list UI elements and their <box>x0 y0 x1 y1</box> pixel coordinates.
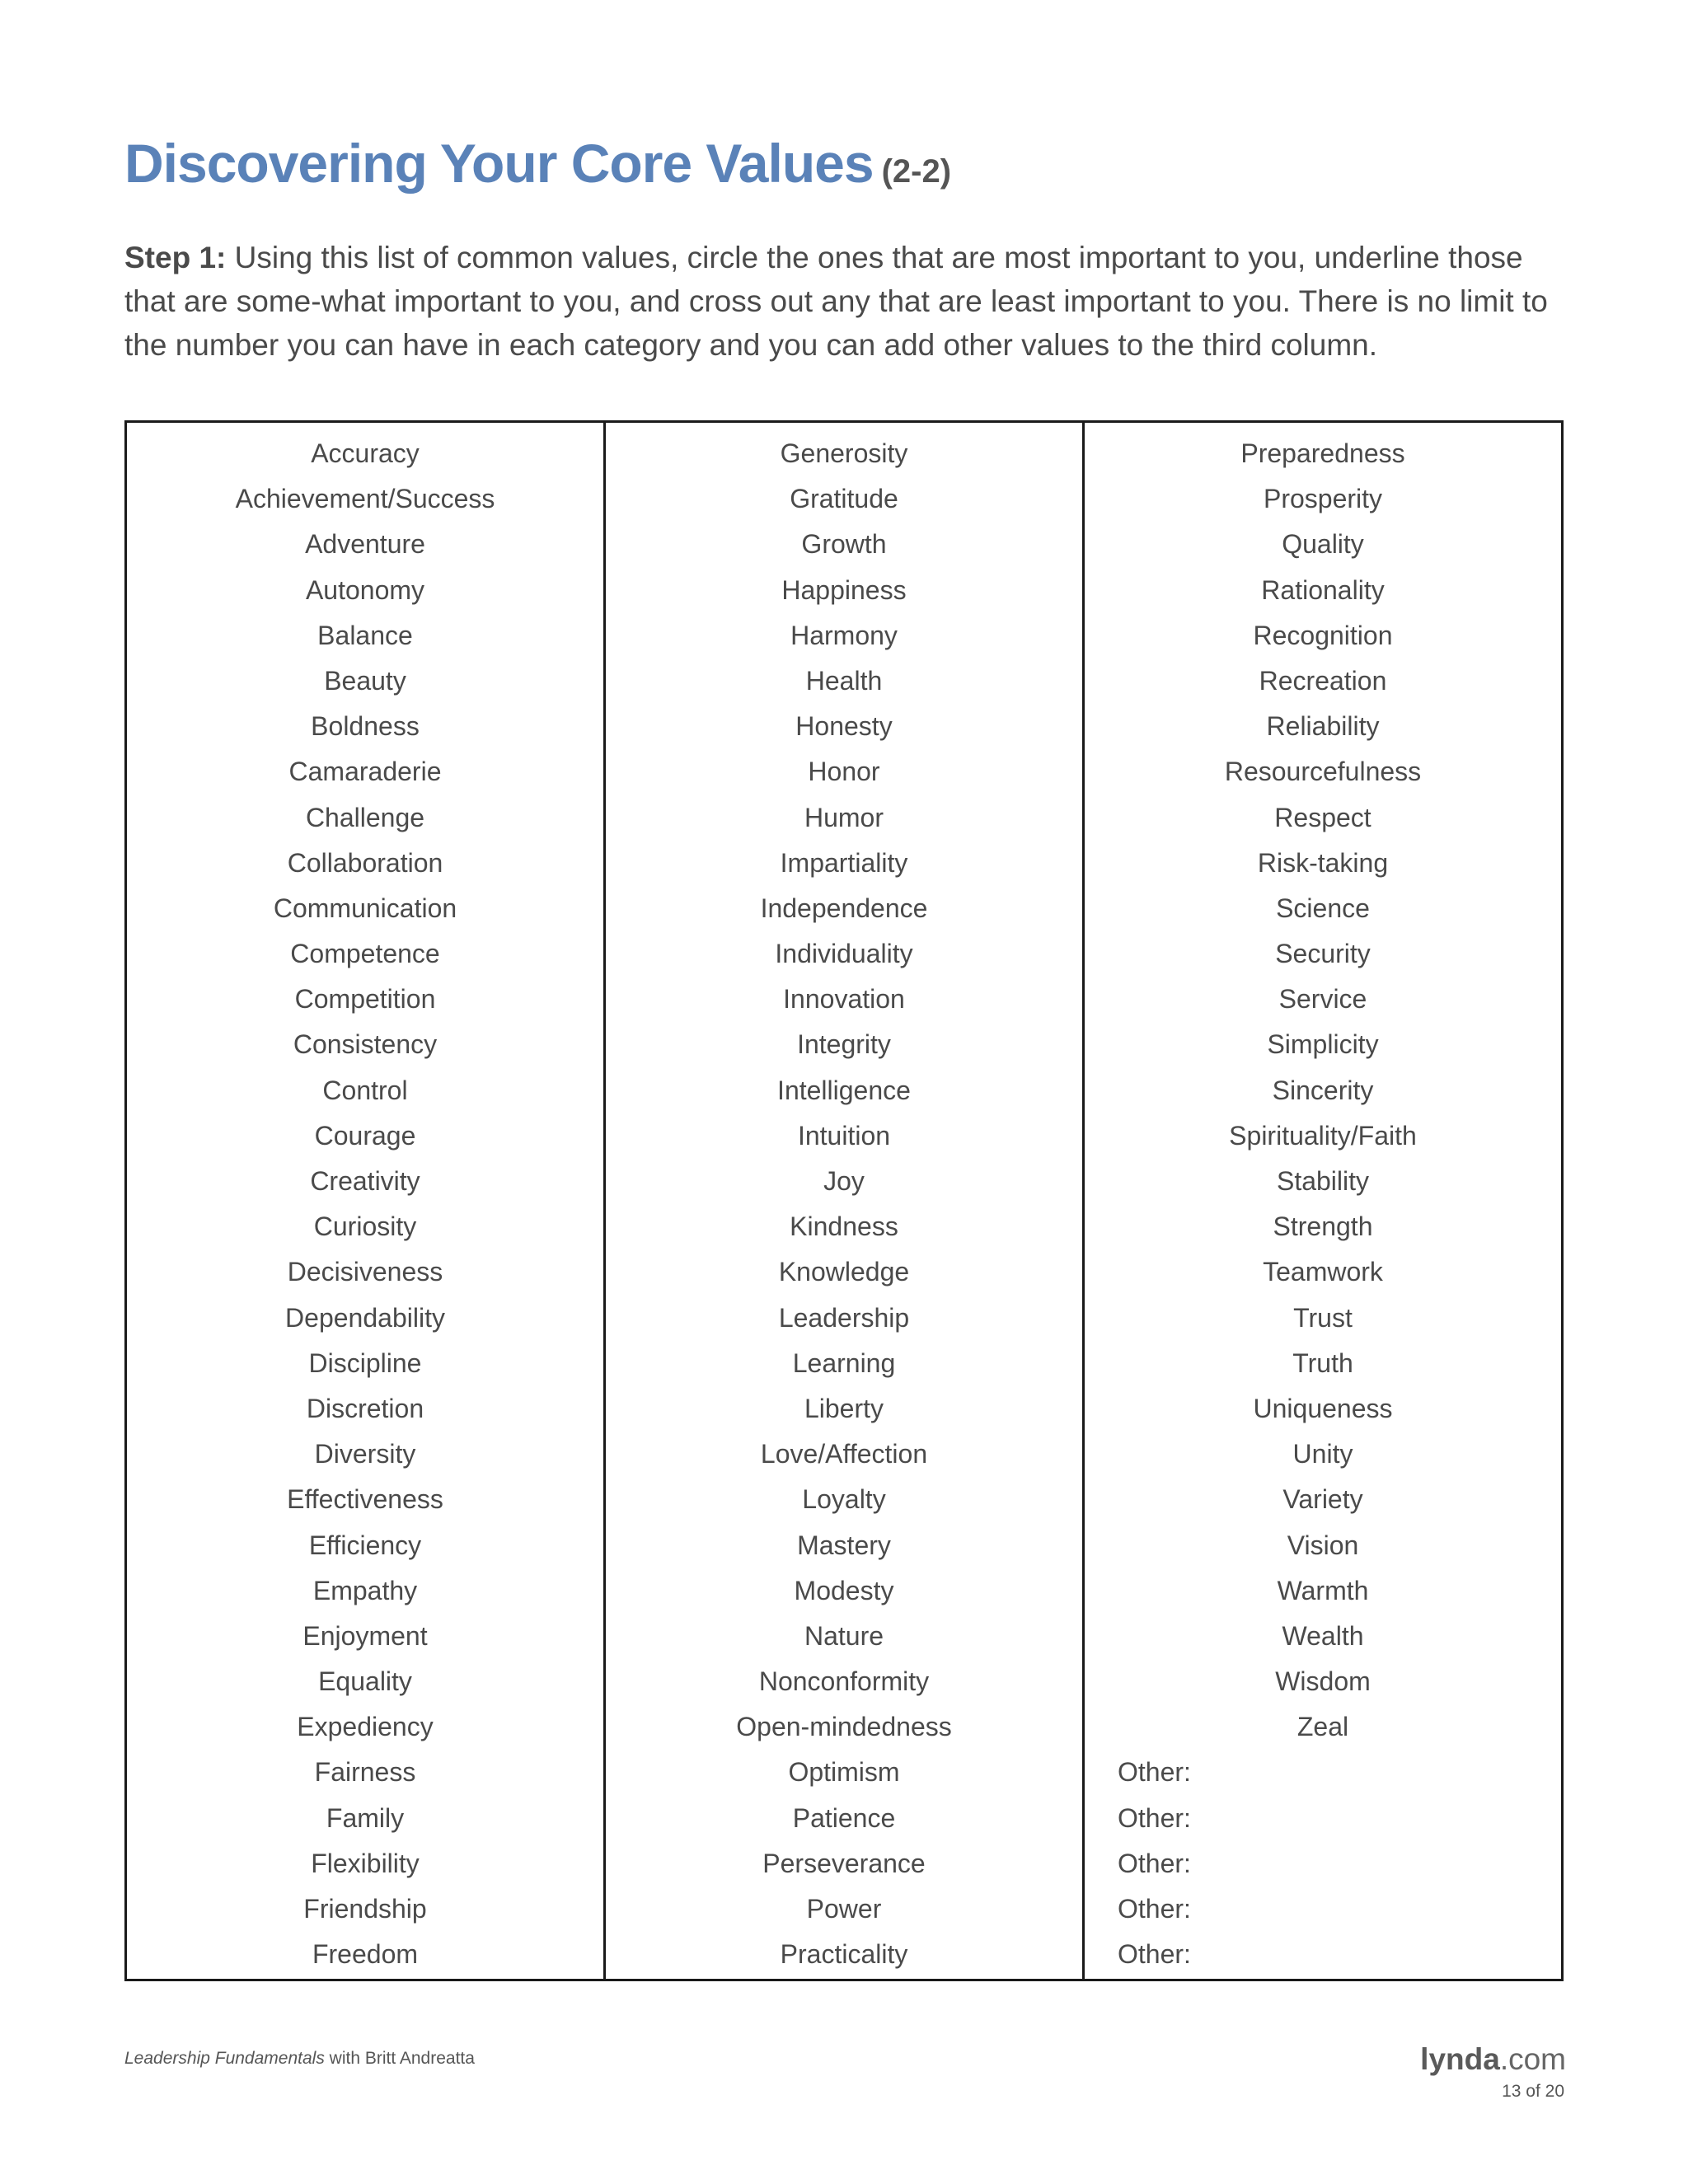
value-item: Leadership <box>778 1302 910 1333</box>
value-item: Reliability <box>1266 711 1380 742</box>
instructions-paragraph <box>124 236 1563 367</box>
value-item: Mastery <box>797 1530 891 1560</box>
value-item: Honesty <box>795 711 893 742</box>
step-label: Step 1: <box>124 241 227 274</box>
value-item: Modesty <box>794 1575 894 1605</box>
value-item: Innovation <box>783 984 905 1015</box>
value-item: Creativity <box>310 1166 420 1196</box>
value-item: Control <box>322 1075 408 1105</box>
value-item: Teamwork <box>1263 1257 1383 1287</box>
value-item: Nature <box>804 1620 884 1651</box>
value-item: Joy <box>823 1166 865 1196</box>
value-item: Friendship <box>303 1894 427 1924</box>
value-item: Knowledge <box>778 1257 910 1287</box>
value-item: Intuition <box>797 1120 891 1151</box>
value-item: Fairness <box>314 1757 416 1788</box>
value-item: Vision <box>1287 1530 1359 1560</box>
value-item: Achievement/Success <box>235 484 495 514</box>
footer-credit <box>124 2049 475 2069</box>
value-item: Strength <box>1273 1212 1373 1242</box>
instructions-text: Using this list of common values, circle the ones that are most important to you, underline those that are some-what important to you, and cross out any that are least important to you. There is no limit to the number you can have in each category and you can add other values to the third column. <box>124 241 1548 362</box>
value-item: Nonconformity <box>758 1666 930 1697</box>
value-item: Kindness <box>790 1212 898 1242</box>
value-item: Equality <box>318 1666 412 1697</box>
value-item: Happiness <box>781 574 907 605</box>
value-item: Sincerity <box>1272 1075 1374 1105</box>
value-item: Consistency <box>293 1029 438 1060</box>
value-item: Decisiveness <box>287 1257 443 1287</box>
other-value-slot: Other: <box>1118 1848 1191 1878</box>
value-item: Humor <box>804 802 884 832</box>
value-item: Uniqueness <box>1253 1393 1393 1423</box>
other-value-slot: Other: <box>1118 1894 1191 1924</box>
value-item: Security <box>1275 939 1371 969</box>
value-item: Intelligence <box>777 1075 911 1105</box>
value-item: Recreation <box>1259 665 1387 696</box>
value-item: Courage <box>314 1120 416 1151</box>
value-item: Science <box>1276 893 1370 923</box>
value-item: Accuracy <box>311 438 420 468</box>
value-item: Resourcefulness <box>1224 757 1422 787</box>
value-item: Love/Affection <box>760 1439 928 1469</box>
value-item: Generosity <box>780 438 908 468</box>
course-byline: with Britt Andreatta <box>324 2049 475 2068</box>
value-item: Challenge <box>305 802 425 832</box>
course-title: Leadership Fundamentals <box>124 2049 325 2068</box>
value-item: Growth <box>801 529 887 560</box>
value-item: Discretion <box>306 1393 424 1423</box>
value-item: Gratitude <box>790 484 898 514</box>
page-number: 13 of 20 <box>1502 2082 1564 2101</box>
value-item: Competition <box>294 984 436 1015</box>
value-item: Zeal <box>1296 1712 1349 1742</box>
value-item: Variety <box>1282 1484 1363 1515</box>
values-column-1 <box>127 423 603 1979</box>
value-item: Patience <box>792 1802 896 1833</box>
page-title-text: Discovering Your Core Values <box>124 133 874 194</box>
value-item: Diversity <box>314 1439 416 1469</box>
other-value-slot: Other: <box>1118 1757 1191 1788</box>
value-item: Respect <box>1274 802 1372 832</box>
value-item: Expediency <box>297 1712 434 1742</box>
value-item: Unity <box>1292 1439 1353 1469</box>
value-item: Spirituality/Faith <box>1229 1120 1417 1151</box>
value-item: Effectiveness <box>287 1484 443 1515</box>
value-item: Rationality <box>1261 574 1385 605</box>
value-item: Power <box>806 1894 882 1924</box>
other-value-slot: Other: <box>1118 1939 1191 1970</box>
values-column-3 <box>1082 423 1561 1979</box>
value-item: Preparedness <box>1240 438 1405 468</box>
value-item: Efficiency <box>308 1530 422 1560</box>
value-item: Recognition <box>1253 620 1393 650</box>
value-item: Boldness <box>311 711 420 742</box>
value-item: Honor <box>808 757 880 787</box>
value-item: Trust <box>1293 1302 1353 1333</box>
value-item: Adventure <box>305 529 425 560</box>
logo-brand: lynda <box>1420 2042 1500 2076</box>
value-item: Warmth <box>1277 1575 1369 1605</box>
value-item: Simplicity <box>1267 1029 1379 1060</box>
value-item: Prosperity <box>1263 484 1383 514</box>
value-item: Optimism <box>788 1757 900 1788</box>
value-item: Stability <box>1276 1166 1370 1196</box>
value-item: Risk-taking <box>1257 847 1389 878</box>
value-item: Loyalty <box>802 1484 886 1515</box>
logo-suffix: .com <box>1499 2042 1566 2076</box>
value-item: Wealth <box>1282 1620 1364 1651</box>
value-item: Individuality <box>775 939 913 969</box>
value-item: Collaboration <box>287 847 443 878</box>
value-item: Liberty <box>804 1393 884 1423</box>
page-title-suffix: (2-2) <box>881 153 952 190</box>
value-item: Harmony <box>790 620 898 650</box>
value-item: Open-mindedness <box>736 1712 952 1742</box>
value-item: Empathy <box>312 1575 418 1605</box>
value-item: Competence <box>290 939 440 969</box>
value-item: Health <box>805 665 883 696</box>
values-table <box>124 420 1564 1981</box>
page-title <box>124 132 951 194</box>
value-item: Perseverance <box>762 1848 926 1878</box>
other-value-slot: Other: <box>1118 1802 1191 1833</box>
value-item: Curiosity <box>313 1212 417 1242</box>
value-item: Balance <box>317 620 413 650</box>
value-item: Beauty <box>324 665 406 696</box>
value-item: Quality <box>1282 529 1364 560</box>
value-item: Family <box>326 1802 405 1833</box>
value-item: Impartiality <box>780 847 908 878</box>
value-item: Dependability <box>285 1302 445 1333</box>
lynda-logo <box>1420 2042 1566 2077</box>
value-item: Freedom <box>312 1939 419 1970</box>
values-column-2 <box>603 423 1082 1979</box>
value-item: Integrity <box>797 1029 891 1060</box>
value-item: Service <box>1278 984 1367 1015</box>
value-item: Truth <box>1292 1347 1353 1378</box>
value-item: Enjoyment <box>302 1620 428 1651</box>
value-item: Wisdom <box>1275 1666 1371 1697</box>
value-item: Communication <box>273 893 457 923</box>
value-item: Flexibility <box>311 1848 420 1878</box>
value-item: Practicality <box>780 1939 908 1970</box>
value-item: Discipline <box>308 1347 422 1378</box>
value-item: Learning <box>792 1347 896 1378</box>
value-item: Independence <box>760 893 928 923</box>
value-item: Autonomy <box>305 574 425 605</box>
value-item: Camaraderie <box>288 757 442 787</box>
